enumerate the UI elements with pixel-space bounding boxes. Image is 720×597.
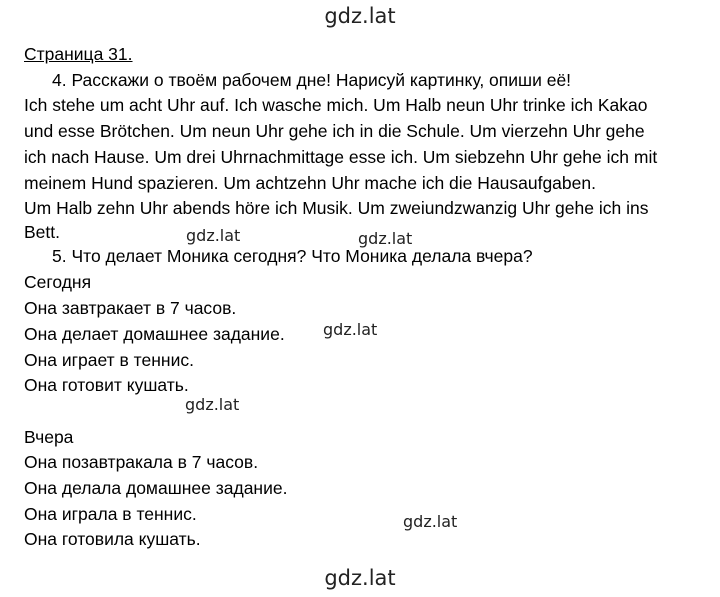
yesterday-item: Она готовила кушать.: [24, 529, 201, 549]
yesterday-item: Она делала домашнее задание.: [24, 478, 288, 498]
watermark: gdz.lat: [186, 226, 241, 245]
today-item: Она играет в теннис.: [24, 350, 194, 370]
today-item: Она завтракает в 7 часов.: [24, 298, 237, 318]
task5-heading: 5. Что делает Моника сегодня? Что Моника делала вчера?: [52, 246, 533, 266]
today-item: Она делает домашнее задание.: [24, 324, 285, 344]
task4-line: Bett.: [24, 222, 60, 242]
watermark: gdz.lat: [185, 395, 240, 414]
watermark-top: gdz.lat: [324, 4, 396, 28]
task4-heading: 4. Расскажи о твоём рабочем дне! Нарисуй картинку, опиши её!: [52, 70, 572, 90]
today-label: Сегодня: [24, 272, 92, 292]
yesterday-label: Вчера: [24, 427, 74, 447]
task4-line: ich nach Hause. Um drei Uhrnachmittage esse ich. Um siebzehn Uhr gehe ich mit: [24, 147, 658, 167]
page-title: Страница 31.: [24, 44, 133, 64]
today-item: Она готовит кушать.: [24, 375, 189, 395]
task4-line: meinem Hund spazieren. Um achtzehn Uhr mache ich die Hausaufgaben.: [24, 173, 596, 193]
task4-line: Um Halb zehn Uhr abends höre ich Musik. Um zweiundzwanzig Uhr gehe ich ins: [24, 198, 649, 218]
task4-line: Ich stehe um acht Uhr auf. Ich wasche mich. Um Halb neun Uhr trinke ich Kakao: [24, 95, 648, 115]
watermark: gdz.lat: [323, 320, 378, 339]
watermark: gdz.lat: [403, 512, 458, 531]
yesterday-item: Она играла в теннис.: [24, 504, 197, 524]
yesterday-item: Она позавтракала в 7 часов.: [24, 452, 259, 472]
task4-line: und esse Brötchen. Um neun Uhr gehe ich in die Schule. Um vierzehn Uhr gehe: [24, 121, 645, 141]
watermark-bottom: gdz.lat: [324, 566, 396, 590]
watermark: gdz.lat: [358, 229, 413, 248]
